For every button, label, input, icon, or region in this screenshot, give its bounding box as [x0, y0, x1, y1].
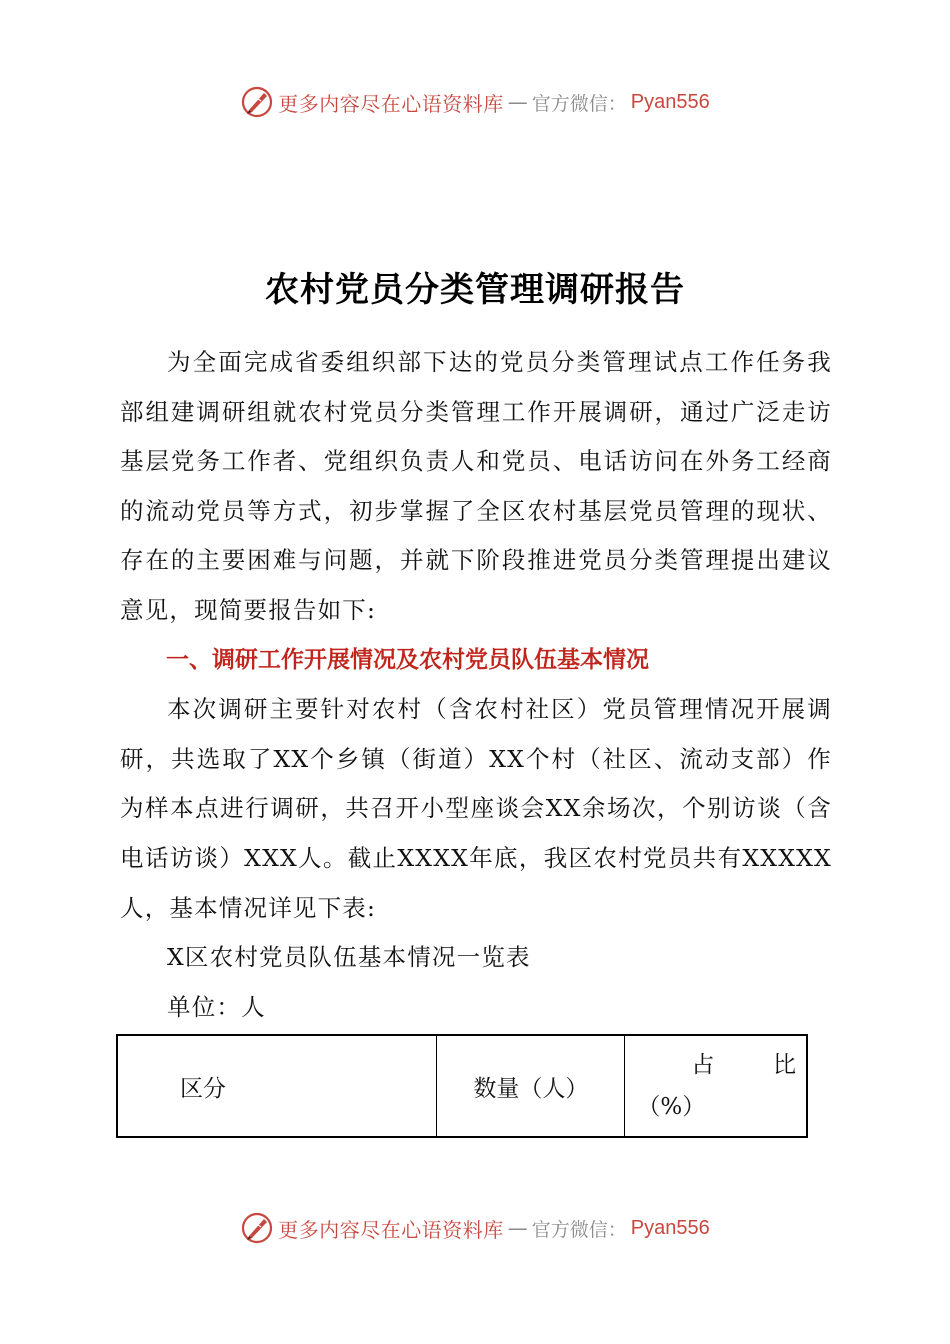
header-percentage-part-1: 占	[691, 1052, 715, 1078]
footer-watermark	[0, 1208, 950, 1248]
header-count: 数量（人）	[437, 1035, 625, 1137]
section-1-paragraph: 本次调研主要针对农村（含农村社区）党员管理情况开展调研，共选取了XX个乡镇（街道）XX个村（社区、流动支部）作为样本点进行调研，共召开小型座谈会XX余场次，个别访谈（含电话访谈）XXX人。截止XXXX年底，我区农村党员共有XXXXX人，基本情况详见下表:	[120, 695, 832, 922]
section-heading-1: 一、调研工作开展情况及农村党员队伍基本情况	[166, 646, 649, 673]
header-category: 区分	[117, 1035, 437, 1137]
document-body	[120, 338, 832, 1032]
table-caption: X区农村党员队伍基本情况一览表	[167, 943, 531, 972]
watermark-separator: —	[507, 90, 528, 114]
watermark-text: 更多内容尽在心语资料库	[278, 91, 504, 116]
watermark-label: 官方微信：	[531, 1218, 627, 1241]
document-title: 农村党员分类管理调研报告	[265, 270, 685, 310]
header-watermark	[0, 82, 950, 122]
intro-paragraph: 为全面完成省委组织部下达的党员分类管理试点工作任务我部组建调研组就农村党员分类管理工作开展调研，通过广泛走访基层党务工作者、党组织负责人和党员、电话访问在外务工经商的流动党员等方式，初步掌握了全区农村基层党员管理的现状、存在的主要困难与问题，并就下阶段推进党员分类管理提出建议意见，现简要报告如下:	[120, 348, 832, 624]
header-percentage	[625, 1035, 807, 1137]
quill-logo-icon	[240, 85, 274, 119]
table-header-row	[117, 1035, 807, 1137]
table-unit: 单位：人	[167, 992, 266, 1021]
watermark-wechat-id: Pyan556	[630, 1216, 710, 1239]
party-member-table	[116, 1034, 808, 1138]
quill-logo-icon	[240, 1211, 274, 1245]
watermark-separator: —	[507, 1216, 528, 1240]
watermark-wechat-id: Pyan556	[630, 90, 710, 113]
watermark-text: 更多内容尽在心语资料库	[278, 1217, 504, 1242]
header-percentage-part-2: 比	[773, 1052, 796, 1078]
header-percentage-unit: （%）	[637, 1094, 706, 1120]
watermark-label: 官方微信：	[531, 92, 627, 115]
